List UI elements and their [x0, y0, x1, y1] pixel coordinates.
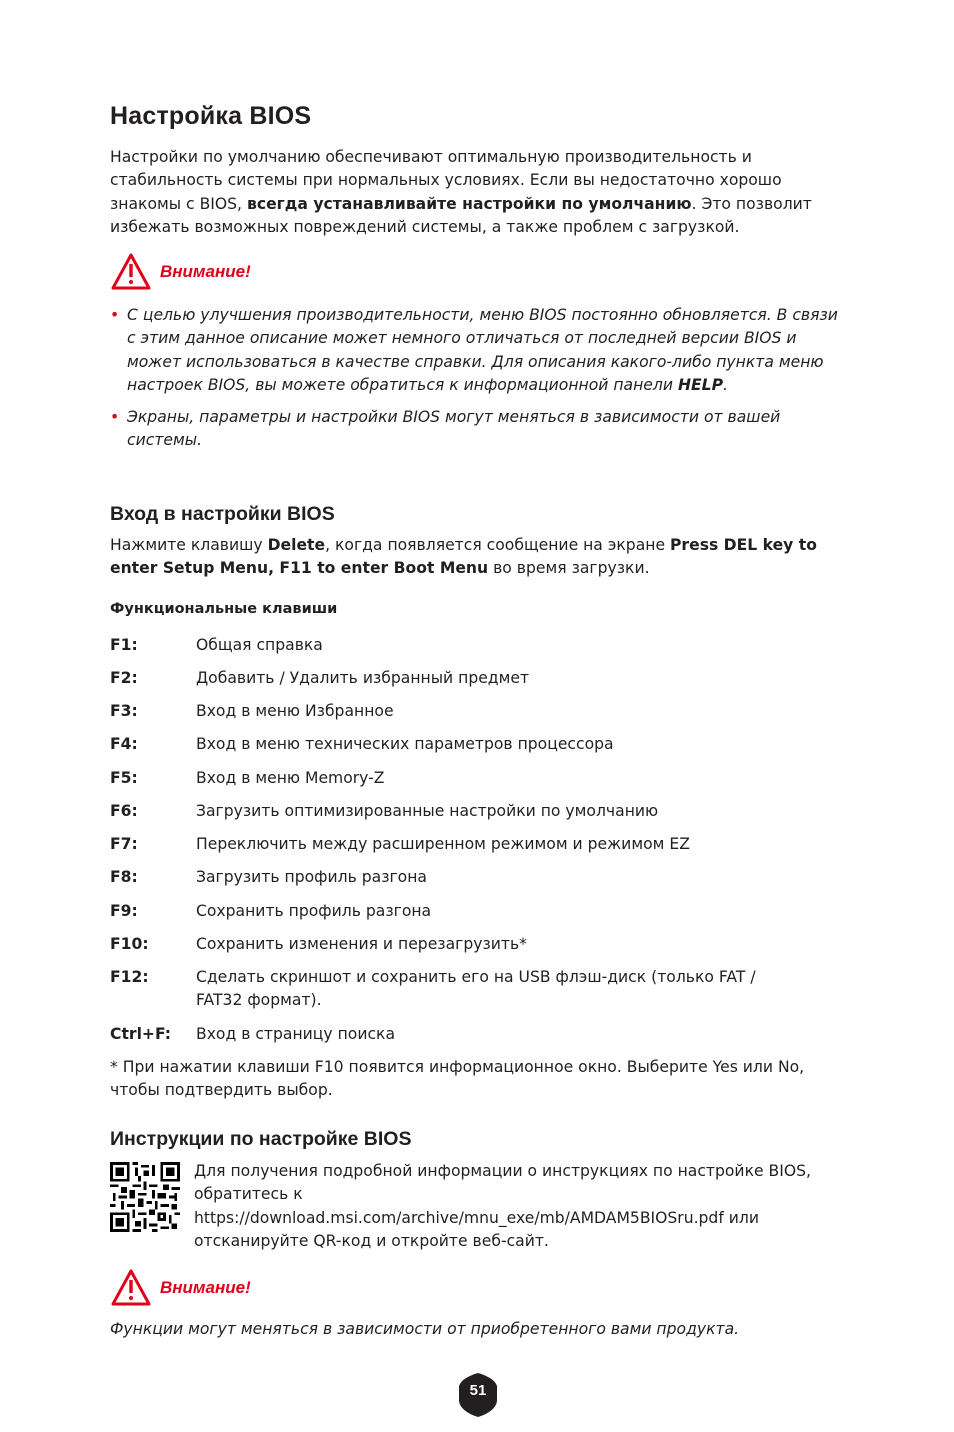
function-key-row	[110, 733, 850, 756]
key-description: Сохранить изменения и перезагрузить*	[196, 935, 527, 953]
key-description: Добавить / Удалить избранный предмет	[196, 669, 530, 687]
function-key-row	[110, 966, 850, 1013]
function-key-row	[110, 634, 850, 657]
delete-key: Delete	[267, 536, 326, 554]
key-label: F7:	[110, 835, 138, 853]
key-description: Переключить между расширенном режимом и режимом EZ	[196, 835, 690, 853]
key-label: F2:	[110, 669, 138, 687]
key-label: F6:	[110, 802, 138, 820]
section-heading-enter: Вход в настройки BIOS	[110, 503, 335, 525]
warning-header-1	[110, 252, 251, 292]
enter-text-2: , когда появляется сообщение на экране	[325, 536, 670, 554]
key-description: Вход в меню Memory-Z	[196, 769, 385, 787]
f10-footnote: * При нажатии клавиши F10 появится информационное окно. Выберите Yes или No, чтобы подтвердить выбор.	[110, 1058, 805, 1100]
instructions-link[interactable]: https://download.msi.com/archive/mnu_exe/mb/AMDAM5BIOSru.pdf	[194, 1208, 724, 1227]
key-label: Ctrl+F:	[110, 1025, 172, 1043]
key-label: F5:	[110, 769, 138, 787]
warning-header-2	[110, 1268, 251, 1308]
warning-icon	[110, 1268, 152, 1308]
key-label: F12:	[110, 968, 149, 986]
function-key-row	[110, 933, 850, 956]
key-label: F10:	[110, 935, 149, 953]
function-key-row	[110, 833, 850, 856]
key-description: Сохранить профиль разгона	[196, 902, 432, 920]
intro-paragraph	[110, 146, 845, 239]
page-title: Настройка BIOS	[110, 102, 312, 130]
key-label: F3:	[110, 702, 138, 720]
warning-item-text: С целью улучшения производительности, меню BIOS постоянно обновляется. В связи с этим данное описание может немного отличаться от последней версии BIOS и может использоваться в качестве справки. Для описания какого-либо пункта меню настроек BIOS, вы можете обратиться к информационной панели	[127, 306, 838, 394]
key-description: Вход в страницу поиска	[196, 1025, 396, 1043]
key-description: Вход в меню технических параметров процессора	[196, 735, 614, 753]
key-label: F1:	[110, 636, 138, 654]
warning-item: • Экраны, параметры и настройки BIOS могут меняться в зависимости от вашей системы.	[110, 406, 845, 453]
warning-label: Внимание!	[160, 262, 251, 281]
enter-text-3: во время загрузки.	[488, 559, 650, 578]
enter-text: Нажмите клавишу	[110, 536, 268, 554]
warning-item-end: .	[723, 375, 729, 394]
key-description: Сделать скриншот и сохранить его на USB флэш-диск (только FAT / FAT32 формат).	[196, 968, 756, 1010]
warning-icon	[110, 252, 152, 292]
key-description: Загрузить профиль разгона	[196, 868, 427, 886]
qr-code-icon[interactable]	[110, 1162, 180, 1232]
key-description: Общая справка	[196, 636, 323, 654]
function-key-row	[110, 866, 850, 889]
product-note: Функции могут меняться в зависимости от приобретенного вами продукта.	[110, 1320, 740, 1338]
instructions-paragraph	[194, 1160, 854, 1253]
key-label: F9:	[110, 902, 138, 920]
function-key-row	[110, 800, 850, 823]
page-number: 51	[469, 1382, 487, 1399]
warning-list	[110, 304, 845, 453]
key-label: F8:	[110, 868, 138, 886]
enter-paragraph	[110, 534, 850, 581]
function-key-row	[110, 1023, 850, 1046]
intro-text-end: . Это позволит избежать возможных повреждений системы, а также проблем с загрузкой.	[110, 194, 812, 236]
warning-label: Внимание!	[160, 1278, 251, 1297]
function-keys-title: Функциональные клавиши	[110, 601, 338, 617]
intro-emphasis: всегда устанавливайте настройки по умолчанию	[246, 194, 692, 213]
function-key-row	[110, 767, 850, 790]
function-key-row	[110, 700, 850, 723]
instructions-text: Для получения подробной информации о инструкциях по настройке BIOS, обратитесь к	[194, 1162, 811, 1204]
function-key-row	[110, 667, 850, 690]
page-number-badge	[458, 1372, 498, 1418]
key-description: Вход в меню Избранное	[196, 702, 394, 720]
key-description: Загрузить оптимизированные настройки по умолчанию	[196, 802, 659, 820]
warning-item	[110, 304, 845, 397]
key-label: F4:	[110, 735, 138, 753]
instructions-text-end: или отсканируйте QR-код и откройте веб-сайт.	[194, 1208, 760, 1250]
section-heading-instructions: Инструкции по настройке BIOS	[110, 1128, 412, 1150]
help-keyword: HELP	[677, 375, 724, 394]
boot-message: Press DEL key to enter Setup Menu, F11 to enter Boot Menu	[110, 536, 817, 578]
intro-text: Настройки по умолчанию обеспечивают оптимальную производительность и стабильность системы при нормальных условиях. Если вы недостаточно хорошо знакомы с BIOS,	[110, 148, 782, 213]
function-key-row	[110, 900, 850, 923]
